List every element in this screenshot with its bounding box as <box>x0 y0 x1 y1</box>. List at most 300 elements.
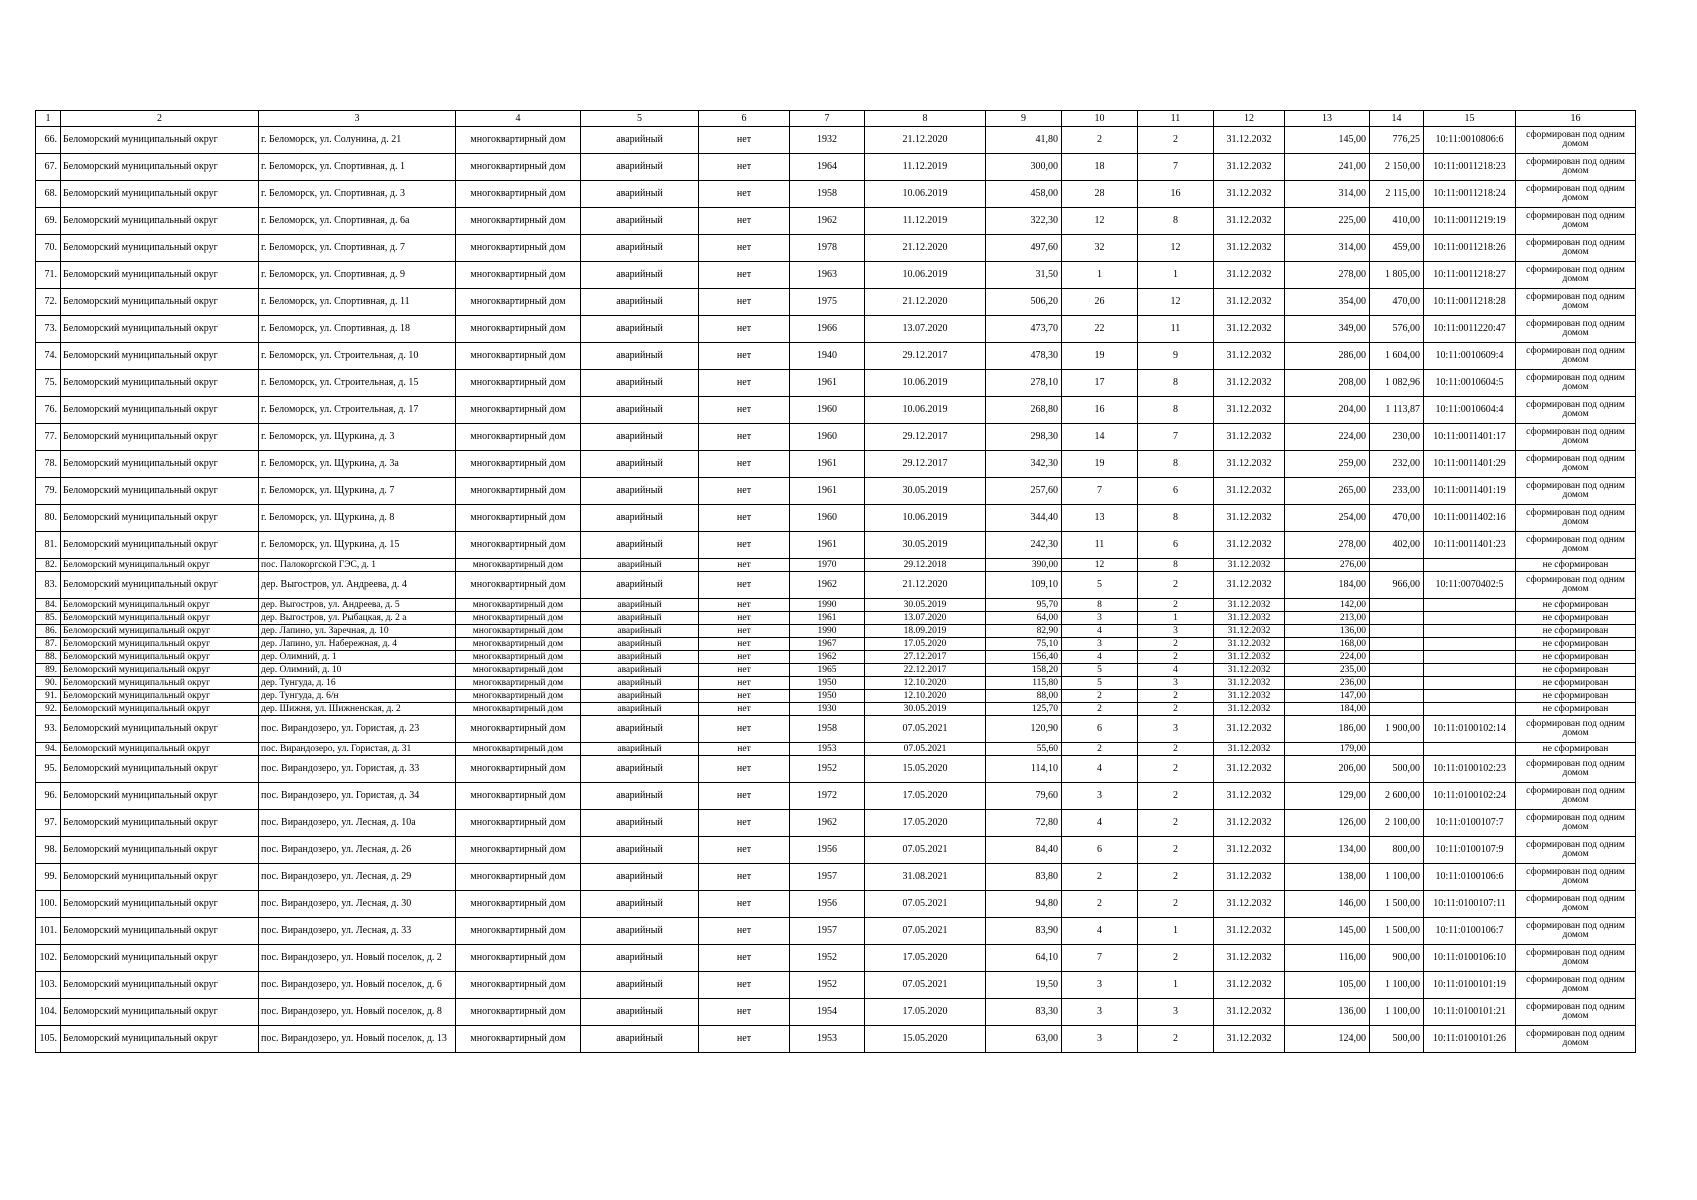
row-number-cell: 86. <box>36 625 61 638</box>
house-type-cell: многоквартирный дом <box>456 716 581 743</box>
table-row <box>36 1026 1636 1053</box>
residents-cell: 4 <box>1062 625 1138 638</box>
row-number-cell: 93. <box>36 716 61 743</box>
plot-area-cell: 230,00 <box>1370 424 1424 451</box>
build-year-cell: 1956 <box>790 891 865 918</box>
recognition-date-cell: 10.06.2019 <box>865 397 986 424</box>
plot-status-cell: сформирован под одним домом <box>1516 478 1636 505</box>
plot-area-cell: 576,00 <box>1370 316 1424 343</box>
municipality-cell: Беломорский муниципальный округ <box>61 208 259 235</box>
cadastral-number-cell <box>1424 703 1516 716</box>
land-area-cell: 136,00 <box>1285 999 1370 1026</box>
cultural-heritage-cell: нет <box>699 572 790 599</box>
cadastral-number-cell: 10:11:0100101:21 <box>1424 999 1516 1026</box>
resettlement-date-cell: 31.12.2032 <box>1214 397 1285 424</box>
residents-cell: 12 <box>1062 559 1138 572</box>
apartments-cell: 8 <box>1138 451 1214 478</box>
table-row <box>36 181 1636 208</box>
land-area-cell: 278,00 <box>1285 532 1370 559</box>
municipality-cell: Беломорский муниципальный округ <box>61 505 259 532</box>
area-cell: 298,30 <box>986 424 1062 451</box>
build-year-cell: 1961 <box>790 451 865 478</box>
plot-area-cell: 459,00 <box>1370 235 1424 262</box>
recognition-date-cell: 30.05.2019 <box>865 599 986 612</box>
land-area-cell: 186,00 <box>1285 716 1370 743</box>
recognition-date-cell: 11.12.2019 <box>865 208 986 235</box>
build-year-cell: 1962 <box>790 572 865 599</box>
municipality-cell: Беломорский муниципальный округ <box>61 235 259 262</box>
table-row <box>36 677 1636 690</box>
row-number-cell: 72. <box>36 289 61 316</box>
apartments-cell: 1 <box>1138 918 1214 945</box>
apartments-cell: 2 <box>1138 891 1214 918</box>
municipality-cell: Беломорский муниципальный округ <box>61 638 259 651</box>
residents-cell: 28 <box>1062 181 1138 208</box>
condition-cell: аварийный <box>581 677 699 690</box>
residents-cell: 13 <box>1062 505 1138 532</box>
plot-status-cell: сформирован под одним домом <box>1516 837 1636 864</box>
plot-status-cell: сформирован под одним домом <box>1516 972 1636 999</box>
house-type-cell: многоквартирный дом <box>456 370 581 397</box>
column-header-13: 13 <box>1285 111 1370 127</box>
cadastral-number-cell: 10:11:0100101:19 <box>1424 972 1516 999</box>
residents-cell: 5 <box>1062 572 1138 599</box>
land-area-cell: 276,00 <box>1285 559 1370 572</box>
cadastral-number-cell <box>1424 690 1516 703</box>
apartments-cell: 1 <box>1138 612 1214 625</box>
table-row <box>36 343 1636 370</box>
recognition-date-cell: 13.07.2020 <box>865 612 986 625</box>
address-cell: дер. Лапино, ул. Набережная, д. 4 <box>259 638 456 651</box>
cadastral-number-cell: 10:11:0100106:7 <box>1424 918 1516 945</box>
plot-area-cell: 900,00 <box>1370 945 1424 972</box>
land-area-cell: 147,00 <box>1285 690 1370 703</box>
address-cell: пос. Вирандозеро, ул. Новый поселок, д. 6 <box>259 972 456 999</box>
house-type-cell: многоквартирный дом <box>456 677 581 690</box>
table-row <box>36 599 1636 612</box>
resettlement-date-cell: 31.12.2032 <box>1214 703 1285 716</box>
row-number-cell: 69. <box>36 208 61 235</box>
house-type-cell: многоквартирный дом <box>456 599 581 612</box>
table-row <box>36 664 1636 677</box>
area-cell: 82,90 <box>986 625 1062 638</box>
resettlement-date-cell: 31.12.2032 <box>1214 743 1285 756</box>
column-header-12: 12 <box>1214 111 1285 127</box>
table-row <box>36 478 1636 505</box>
cadastral-number-cell: 10:11:0011218:23 <box>1424 154 1516 181</box>
land-area-cell: 314,00 <box>1285 235 1370 262</box>
build-year-cell: 1940 <box>790 343 865 370</box>
cadastral-number-cell: 10:11:0011220:47 <box>1424 316 1516 343</box>
condition-cell: аварийный <box>581 664 699 677</box>
house-type-cell: многоквартирный дом <box>456 690 581 703</box>
condition-cell: аварийный <box>581 716 699 743</box>
municipality-cell: Беломорский муниципальный округ <box>61 677 259 690</box>
cultural-heritage-cell: нет <box>699 397 790 424</box>
recognition-date-cell: 22.12.2017 <box>865 664 986 677</box>
cultural-heritage-cell: нет <box>699 154 790 181</box>
residents-cell: 3 <box>1062 999 1138 1026</box>
build-year-cell: 1952 <box>790 945 865 972</box>
residents-cell: 16 <box>1062 397 1138 424</box>
plot-status-cell: сформирован под одним домом <box>1516 343 1636 370</box>
plot-area-cell <box>1370 599 1424 612</box>
column-header-6: 6 <box>699 111 790 127</box>
apartments-cell: 8 <box>1138 559 1214 572</box>
build-year-cell: 1958 <box>790 716 865 743</box>
address-cell: пос. Вирандозеро, ул. Лесная, д. 26 <box>259 837 456 864</box>
plot-status-cell: не сформирован <box>1516 664 1636 677</box>
municipality-cell: Беломорский муниципальный округ <box>61 743 259 756</box>
residents-cell: 3 <box>1062 638 1138 651</box>
residents-cell: 4 <box>1062 651 1138 664</box>
cadastral-number-cell: 10:11:0010609:4 <box>1424 343 1516 370</box>
build-year-cell: 1960 <box>790 505 865 532</box>
resettlement-date-cell: 31.12.2032 <box>1214 612 1285 625</box>
municipality-cell: Беломорский муниципальный округ <box>61 1026 259 1053</box>
plot-area-cell: 2 115,00 <box>1370 181 1424 208</box>
address-cell: г. Беломорск, ул. Спортивная, д. 7 <box>259 235 456 262</box>
apartments-cell: 2 <box>1138 945 1214 972</box>
row-number-cell: 97. <box>36 810 61 837</box>
recognition-date-cell: 07.05.2021 <box>865 716 986 743</box>
column-header-9: 9 <box>986 111 1062 127</box>
table-row <box>36 690 1636 703</box>
column-header-8: 8 <box>865 111 986 127</box>
resettlement-date-cell: 31.12.2032 <box>1214 918 1285 945</box>
resettlement-date-cell: 31.12.2032 <box>1214 690 1285 703</box>
recognition-date-cell: 29.12.2018 <box>865 559 986 572</box>
address-cell: пос. Вирандозеро, ул. Новый поселок, д. 2 <box>259 945 456 972</box>
column-header-14: 14 <box>1370 111 1424 127</box>
plot-status-cell: сформирован под одним домом <box>1516 505 1636 532</box>
recognition-date-cell: 15.05.2020 <box>865 1026 986 1053</box>
cultural-heritage-cell: нет <box>699 972 790 999</box>
plot-area-cell: 410,00 <box>1370 208 1424 235</box>
table-row <box>36 783 1636 810</box>
address-cell: дер. Шижня, ул. Шижненская, д. 2 <box>259 703 456 716</box>
plot-area-cell: 1 500,00 <box>1370 918 1424 945</box>
row-number-cell: 77. <box>36 424 61 451</box>
cadastral-number-cell: 10:11:0100102:24 <box>1424 783 1516 810</box>
build-year-cell: 1961 <box>790 612 865 625</box>
apartments-cell: 1 <box>1138 972 1214 999</box>
resettlement-date-cell: 31.12.2032 <box>1214 999 1285 1026</box>
apartments-cell: 8 <box>1138 370 1214 397</box>
resettlement-date-cell: 31.12.2032 <box>1214 505 1285 532</box>
house-type-cell: многоквартирный дом <box>456 783 581 810</box>
municipality-cell: Беломорский муниципальный округ <box>61 999 259 1026</box>
condition-cell: аварийный <box>581 837 699 864</box>
row-number-cell: 98. <box>36 837 61 864</box>
residents-cell: 8 <box>1062 599 1138 612</box>
plot-area-cell <box>1370 612 1424 625</box>
table-row <box>36 703 1636 716</box>
area-cell: 473,70 <box>986 316 1062 343</box>
residents-cell: 7 <box>1062 478 1138 505</box>
address-cell: пос. Вирандозеро, ул. Лесная, д. 30 <box>259 891 456 918</box>
row-number-cell: 67. <box>36 154 61 181</box>
residents-cell: 3 <box>1062 1026 1138 1053</box>
address-cell: г. Беломорск, ул. Строительная, д. 17 <box>259 397 456 424</box>
build-year-cell: 1962 <box>790 651 865 664</box>
plot-status-cell: не сформирован <box>1516 677 1636 690</box>
row-number-cell: 71. <box>36 262 61 289</box>
build-year-cell: 1967 <box>790 638 865 651</box>
municipality-cell: Беломорский муниципальный округ <box>61 864 259 891</box>
land-area-cell: 349,00 <box>1285 316 1370 343</box>
resettlement-date-cell: 31.12.2032 <box>1214 343 1285 370</box>
row-number-cell: 104. <box>36 999 61 1026</box>
residents-cell: 2 <box>1062 690 1138 703</box>
apartments-cell: 9 <box>1138 343 1214 370</box>
row-number-cell: 79. <box>36 478 61 505</box>
resettlement-date-cell: 31.12.2032 <box>1214 716 1285 743</box>
cadastral-number-cell <box>1424 664 1516 677</box>
plot-status-cell: сформирован под одним домом <box>1516 235 1636 262</box>
build-year-cell: 1961 <box>790 370 865 397</box>
cultural-heritage-cell: нет <box>699 262 790 289</box>
area-cell: 64,10 <box>986 945 1062 972</box>
area-cell: 458,00 <box>986 181 1062 208</box>
apartments-cell: 2 <box>1138 783 1214 810</box>
land-area-cell: 179,00 <box>1285 743 1370 756</box>
cadastral-number-cell: 10:11:0070402:5 <box>1424 572 1516 599</box>
condition-cell: аварийный <box>581 451 699 478</box>
recognition-date-cell: 17.05.2020 <box>865 999 986 1026</box>
cultural-heritage-cell: нет <box>699 945 790 972</box>
cadastral-number-cell: 10:11:0010806:6 <box>1424 127 1516 154</box>
area-cell: 88,00 <box>986 690 1062 703</box>
municipality-cell: Беломорский муниципальный округ <box>61 703 259 716</box>
plot-area-cell: 1 100,00 <box>1370 999 1424 1026</box>
apartments-cell: 11 <box>1138 316 1214 343</box>
build-year-cell: 1950 <box>790 677 865 690</box>
plot-area-cell: 233,00 <box>1370 478 1424 505</box>
land-area-cell: 241,00 <box>1285 154 1370 181</box>
plot-status-cell: не сформирован <box>1516 743 1636 756</box>
land-area-cell: 235,00 <box>1285 664 1370 677</box>
address-cell: г. Беломорск, ул. Щуркина, д. 3 <box>259 424 456 451</box>
table-row <box>36 756 1636 783</box>
row-number-cell: 81. <box>36 532 61 559</box>
plot-status-cell: сформирован под одним домом <box>1516 289 1636 316</box>
cadastral-number-cell: 10:11:0100107:9 <box>1424 837 1516 864</box>
municipality-cell: Беломорский муниципальный округ <box>61 810 259 837</box>
address-cell: г. Беломорск, ул. Спортивная, д. 6а <box>259 208 456 235</box>
apartments-cell: 12 <box>1138 289 1214 316</box>
municipality-cell: Беломорский муниципальный округ <box>61 599 259 612</box>
area-cell: 55,60 <box>986 743 1062 756</box>
cadastral-number-cell: 10:11:0011401:29 <box>1424 451 1516 478</box>
table-row <box>36 208 1636 235</box>
plot-status-cell: сформирован под одним домом <box>1516 783 1636 810</box>
row-number-cell: 91. <box>36 690 61 703</box>
recognition-date-cell: 10.06.2019 <box>865 262 986 289</box>
address-cell: г. Беломорск, ул. Строительная, д. 15 <box>259 370 456 397</box>
recognition-date-cell: 18.09.2019 <box>865 625 986 638</box>
area-cell: 84,40 <box>986 837 1062 864</box>
resettlement-date-cell: 31.12.2032 <box>1214 262 1285 289</box>
cadastral-number-cell: 10:11:0011218:26 <box>1424 235 1516 262</box>
build-year-cell: 1990 <box>790 625 865 638</box>
condition-cell: аварийный <box>581 127 699 154</box>
recognition-date-cell: 13.07.2020 <box>865 316 986 343</box>
land-area-cell: 136,00 <box>1285 625 1370 638</box>
municipality-cell: Беломорский муниципальный округ <box>61 316 259 343</box>
plot-area-cell <box>1370 690 1424 703</box>
recognition-date-cell: 30.05.2019 <box>865 703 986 716</box>
condition-cell: аварийный <box>581 651 699 664</box>
recognition-date-cell: 07.05.2021 <box>865 918 986 945</box>
area-cell: 478,30 <box>986 343 1062 370</box>
header-row <box>36 111 1636 127</box>
apartments-cell: 7 <box>1138 424 1214 451</box>
house-type-cell: многоквартирный дом <box>456 572 581 599</box>
plot-area-cell: 2 100,00 <box>1370 810 1424 837</box>
area-cell: 83,80 <box>986 864 1062 891</box>
resettlement-date-cell: 31.12.2032 <box>1214 599 1285 612</box>
resettlement-date-cell: 31.12.2032 <box>1214 783 1285 810</box>
row-number-cell: 80. <box>36 505 61 532</box>
plot-status-cell: не сформирован <box>1516 703 1636 716</box>
land-area-cell: 204,00 <box>1285 397 1370 424</box>
plot-status-cell: сформирован под одним домом <box>1516 891 1636 918</box>
land-area-cell: 236,00 <box>1285 677 1370 690</box>
plot-area-cell: 402,00 <box>1370 532 1424 559</box>
build-year-cell: 1972 <box>790 783 865 810</box>
cultural-heritage-cell: нет <box>699 478 790 505</box>
row-number-cell: 66. <box>36 127 61 154</box>
area-cell: 158,20 <box>986 664 1062 677</box>
address-cell: дер. Тунгуда, д. 6/н <box>259 690 456 703</box>
build-year-cell: 1953 <box>790 1026 865 1053</box>
cadastral-number-cell: 10:11:0100107:7 <box>1424 810 1516 837</box>
cadastral-number-cell <box>1424 677 1516 690</box>
land-area-cell: 206,00 <box>1285 756 1370 783</box>
land-area-cell: 254,00 <box>1285 505 1370 532</box>
municipality-cell: Беломорский муниципальный округ <box>61 945 259 972</box>
address-cell: г. Беломорск, ул. Щуркина, д. 15 <box>259 532 456 559</box>
plot-status-cell: не сформирован <box>1516 651 1636 664</box>
residents-cell: 26 <box>1062 289 1138 316</box>
cadastral-number-cell: 10:11:0010604:4 <box>1424 397 1516 424</box>
cultural-heritage-cell: нет <box>699 918 790 945</box>
land-area-cell: 259,00 <box>1285 451 1370 478</box>
area-cell: 83,90 <box>986 918 1062 945</box>
area-cell: 278,10 <box>986 370 1062 397</box>
residents-cell: 22 <box>1062 316 1138 343</box>
cultural-heritage-cell: нет <box>699 891 790 918</box>
apartments-cell: 16 <box>1138 181 1214 208</box>
row-number-cell: 84. <box>36 599 61 612</box>
recognition-date-cell: 29.12.2017 <box>865 424 986 451</box>
residents-cell: 2 <box>1062 743 1138 756</box>
condition-cell: аварийный <box>581 397 699 424</box>
area-cell: 41,80 <box>986 127 1062 154</box>
land-area-cell: 126,00 <box>1285 810 1370 837</box>
recognition-date-cell: 10.06.2019 <box>865 505 986 532</box>
row-number-cell: 101. <box>36 918 61 945</box>
address-cell: пос. Вирандозеро, ул. Лесная, д. 33 <box>259 918 456 945</box>
residents-cell: 1 <box>1062 262 1138 289</box>
residents-cell: 2 <box>1062 864 1138 891</box>
cadastral-number-cell: 10:11:0011401:17 <box>1424 424 1516 451</box>
land-area-cell: 278,00 <box>1285 262 1370 289</box>
house-type-cell: многоквартирный дом <box>456 743 581 756</box>
recognition-date-cell: 27.12.2017 <box>865 651 986 664</box>
plot-area-cell: 1 100,00 <box>1370 864 1424 891</box>
plot-status-cell: сформирован под одним домом <box>1516 918 1636 945</box>
recognition-date-cell: 17.05.2020 <box>865 783 986 810</box>
cultural-heritage-cell: нет <box>699 837 790 864</box>
area-cell: 156,40 <box>986 651 1062 664</box>
house-type-cell: многоквартирный дом <box>456 262 581 289</box>
address-cell: дер. Выгостров, ул. Андреева, д. 4 <box>259 572 456 599</box>
plot-area-cell: 470,00 <box>1370 505 1424 532</box>
table-row <box>36 127 1636 154</box>
recognition-date-cell: 07.05.2021 <box>865 743 986 756</box>
cultural-heritage-cell: нет <box>699 625 790 638</box>
address-cell: пос. Вирандозеро, ул. Новый поселок, д. 8 <box>259 999 456 1026</box>
resettlement-date-cell: 31.12.2032 <box>1214 891 1285 918</box>
recognition-date-cell: 11.12.2019 <box>865 154 986 181</box>
address-cell: г. Беломорск, ул. Солунина, д. 21 <box>259 127 456 154</box>
municipality-cell: Беломорский муниципальный округ <box>61 664 259 677</box>
plot-status-cell: не сформирован <box>1516 625 1636 638</box>
municipality-cell: Беломорский муниципальный округ <box>61 612 259 625</box>
table-row <box>36 289 1636 316</box>
land-area-cell: 134,00 <box>1285 837 1370 864</box>
condition-cell: аварийный <box>581 945 699 972</box>
column-header-3: 3 <box>259 111 456 127</box>
plot-area-cell: 800,00 <box>1370 837 1424 864</box>
residents-cell: 4 <box>1062 756 1138 783</box>
cultural-heritage-cell: нет <box>699 181 790 208</box>
plot-area-cell <box>1370 743 1424 756</box>
recognition-date-cell: 21.12.2020 <box>865 235 986 262</box>
build-year-cell: 1965 <box>790 664 865 677</box>
area-cell: 83,30 <box>986 999 1062 1026</box>
house-type-cell: многоквартирный дом <box>456 235 581 262</box>
address-cell: г. Беломорск, ул. Спортивная, д. 18 <box>259 316 456 343</box>
condition-cell: аварийный <box>581 572 699 599</box>
residents-cell: 18 <box>1062 154 1138 181</box>
cultural-heritage-cell: нет <box>699 559 790 572</box>
condition-cell: аварийный <box>581 343 699 370</box>
row-number-cell: 103. <box>36 972 61 999</box>
house-type-cell: многоквартирный дом <box>456 1026 581 1053</box>
apartments-cell: 2 <box>1138 837 1214 864</box>
municipality-cell: Беломорский муниципальный округ <box>61 891 259 918</box>
cultural-heritage-cell: нет <box>699 651 790 664</box>
house-type-cell: многоквартирный дом <box>456 891 581 918</box>
table-row <box>36 559 1636 572</box>
row-number-cell: 100. <box>36 891 61 918</box>
residents-cell: 12 <box>1062 208 1138 235</box>
land-area-cell: 208,00 <box>1285 370 1370 397</box>
cultural-heritage-cell: нет <box>699 864 790 891</box>
cultural-heritage-cell: нет <box>699 690 790 703</box>
condition-cell: аварийный <box>581 316 699 343</box>
plot-status-cell: сформирован под одним домом <box>1516 945 1636 972</box>
residents-cell: 3 <box>1062 612 1138 625</box>
build-year-cell: 1962 <box>790 810 865 837</box>
residents-cell: 4 <box>1062 810 1138 837</box>
condition-cell: аварийный <box>581 638 699 651</box>
cadastral-number-cell <box>1424 612 1516 625</box>
land-area-cell: 354,00 <box>1285 289 1370 316</box>
